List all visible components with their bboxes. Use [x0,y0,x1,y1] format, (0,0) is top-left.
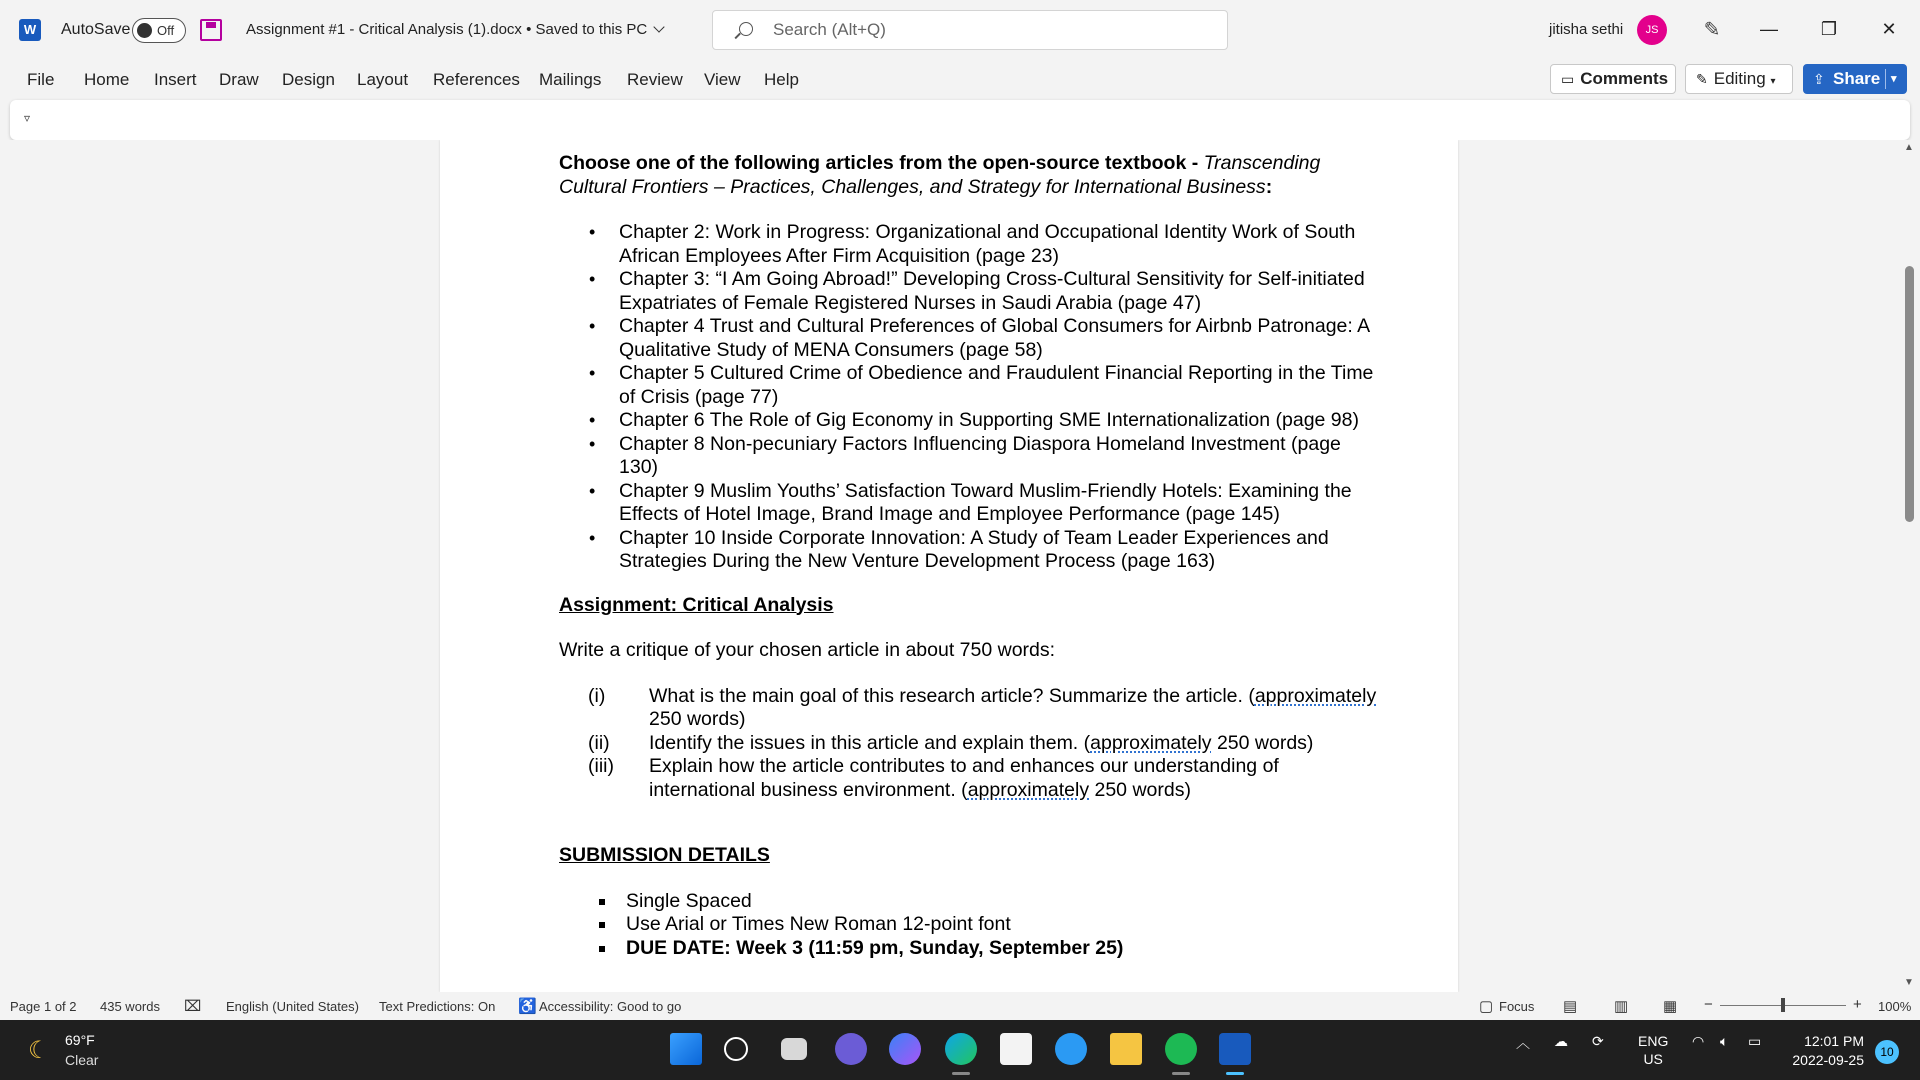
list-item: DUE DATE: Week 3 (11:59 pm, Sunday, September 25) [626,937,1379,961]
scroll-thumb[interactable] [1905,266,1914,522]
accessibility-status[interactable]: Accessibility: Good to go [539,999,682,1014]
status-bar [0,992,1920,1020]
editing-mode-button[interactable] [1685,64,1793,94]
comments-label: Comments [1580,69,1669,88]
spotify-running-indicator [1172,1072,1190,1075]
textbook-title: Transcending Cultural Frontiers – Practices, Challenges, and Strategy for International Business [559,152,1321,198]
tab-design[interactable]: Design [282,70,335,89]
scroll-down-icon[interactable]: ▼ [1904,977,1914,988]
question-number: (ii) [588,731,610,754]
save-icon[interactable] [200,19,222,41]
word-app-icon[interactable]: W [19,19,41,41]
chevron-down-icon[interactable]: ▾ [1891,73,1897,85]
edge-running-indicator [952,1072,970,1075]
word-active-indicator [1226,1072,1244,1075]
language-status[interactable]: English (United States) [226,999,359,1014]
document-canvas [0,140,1920,992]
share-button[interactable] [1803,64,1907,94]
zoom-out-icon[interactable]: − [1704,996,1713,1013]
zoom-in-icon[interactable]: + [1853,996,1862,1013]
weather-condition[interactable]: Clear [65,1052,99,1068]
toggle-knob [137,23,152,38]
lang-code: ENG [1638,1033,1669,1049]
moon-icon[interactable]: ☾ [28,1037,50,1064]
print-layout-icon[interactable]: ▥ [1614,998,1629,1015]
clock[interactable] [1788,1032,1864,1070]
weather-temp[interactable]: 69°F [65,1032,95,1048]
tab-insert[interactable]: Insert [154,70,197,89]
list-item: • Chapter 4 Trust and Cultural Preferences of Global Consumers for Airbnb Patronage: A Qualitative Study of MENA Consumers (page 58) [619,315,1379,362]
question-text-end: 250 words) [1089,778,1191,801]
taskbar [0,1020,1920,1080]
start-icon[interactable] [670,1033,702,1065]
question-item [559,755,1379,802]
question-text-end: 250 words) [1211,731,1314,754]
list-item: Single Spaced [626,890,1379,914]
edge-icon[interactable] [945,1033,977,1065]
question-text-end: 250 words) [649,708,746,730]
tab-help[interactable]: Help [764,70,799,89]
collapsed-ribbon [10,100,1910,140]
chapter-list [619,221,1379,574]
page-count[interactable]: Page 1 of 2 [10,999,77,1014]
comment-icon: ▭ [1561,71,1575,87]
intro-colon: : [1265,175,1273,198]
search-icon [739,22,753,36]
tab-file[interactable]: File [27,70,55,89]
spotify-icon[interactable] [1165,1033,1197,1065]
proofing-flag[interactable]: approximately [1254,684,1377,707]
word-taskbar-icon[interactable] [1219,1033,1251,1065]
question-item [559,685,1379,732]
onedrive-icon[interactable]: ☁ [1554,1033,1568,1049]
teams-chat-icon[interactable] [835,1033,867,1065]
list-item: • Chapter 2: Work in Progress: Organizational and Occupational Identity Work of South African Employees After Firm Acquisition (page 23) [619,221,1379,268]
intro-bold: Choose one of the following articles from the open-source textbook - [559,152,1204,174]
tab-home[interactable]: Home [84,70,130,89]
notification-badge[interactable]: 10 [1875,1040,1899,1064]
list-item: Use Arial or Times New Roman 12-point font [626,913,1379,937]
expand-ribbon-icon[interactable]: ▿ [24,111,31,125]
vertical-scrollbar[interactable] [1900,140,1920,992]
question-list [559,685,1379,803]
list-item: • Chapter 6 The Role of Gig Economy in Supporting SME Internationalization (page 98) [619,409,1379,433]
user-name[interactable]: jitisha sethi [1549,21,1624,38]
autosave-toggle[interactable] [132,18,186,43]
list-item: • Chapter 9 Muslim Youths’ Satisfaction Toward Muslim-Friendly Hotels: Examining the Effects of Hotel Image, Brand Image and Employee Performance (page 145) [619,480,1379,527]
web-layout-icon[interactable]: ▦ [1663,998,1678,1015]
question-number: (iii) [588,755,614,777]
clock-date: 2022-09-25 [1792,1052,1864,1068]
tab-review[interactable]: Review [627,70,683,89]
question-number: (i) [588,684,606,707]
question-item [559,732,1379,756]
file-explorer-icon[interactable] [1110,1033,1142,1065]
document-page[interactable] [440,140,1458,992]
comments-button[interactable] [1550,64,1676,94]
language-indicator[interactable] [1638,1032,1668,1068]
autosave-label: AutoSave [61,21,131,38]
close-button[interactable]: ✕ [1881,19,1897,39]
focus-icon: ▢ [1479,998,1494,1015]
word-count[interactable]: 435 words [100,999,160,1014]
editing-label: Editing [1713,69,1766,88]
focus-button[interactable]: Focus [1499,999,1535,1014]
document-title[interactable] [246,21,663,38]
proofing-flag[interactable]: approximately [967,778,1090,801]
chevron-down-icon [654,21,665,32]
question-text: What is the main goal of this research article? Summarize the article. ( [649,684,1255,707]
question-text: Identify the issues in this article and explain them. ( [649,731,1091,754]
minimize-button[interactable]: — [1760,19,1778,39]
list-item: • Chapter 8 Non-pecuniary Factors Influencing Diaspora Homeland Investment (page 130) [619,433,1379,480]
task-view-icon[interactable] [781,1038,807,1060]
zoom-level[interactable]: 100% [1878,999,1912,1014]
list-item: • Chapter 3: “I Am Going Abroad!” Developing Cross-Cultural Sensitivity for Self-initiated Expatriates of Female Registered Nurses in Saudi Arabia (page 47) [619,268,1379,315]
autosave-state: Off [157,23,175,38]
proofing-flag[interactable]: approximately [1090,731,1212,754]
search-icon[interactable] [724,1037,748,1061]
designer-pen-icon[interactable]: ✎ [1703,19,1721,41]
messenger-icon[interactable] [889,1033,921,1065]
scroll-up-icon[interactable]: ▲ [1904,142,1914,153]
restore-button[interactable]: ❐ [1820,19,1838,39]
share-label: Share [1833,69,1881,88]
document-title-text: Assignment #1 - Critical Analysis (1).docx • Saved to this PC [246,21,648,38]
assignment-heading: Assignment: Critical Analysis [559,593,834,616]
pencil-icon: ✎ [1696,71,1708,87]
tab-view[interactable]: View [704,70,741,89]
intro-paragraph [559,152,1379,199]
text-predictions-status[interactable]: Text Predictions: On [379,999,496,1014]
battery-icon[interactable]: ▭ [1748,1033,1762,1049]
tab-references[interactable]: References [433,70,520,89]
search-input[interactable] [712,10,1228,50]
help-icon[interactable] [1055,1033,1087,1065]
proofing-icon[interactable]: ⌧ [184,998,202,1015]
accessibility-icon: ♿ [518,998,537,1015]
question-text: Explain how the article contributes to and enhances our understanding of international business environment. ( [649,755,1279,801]
list-item: • Chapter 5 Cultured Crime of Obedience and Fraudulent Financial Reporting in the Time of Crisis (page 77) [619,362,1379,409]
share-divider [1885,69,1886,89]
avatar[interactable]: JS [1637,15,1667,45]
tab-layout[interactable]: Layout [357,70,409,89]
clock-time: 12:01 PM [1804,1033,1864,1049]
zoom-slider-thumb[interactable] [1781,998,1785,1012]
chevron-down-icon: ▾ [1770,76,1776,87]
submission-list [626,890,1379,961]
write-prompt: Write a critique of your chosen article in about 750 words: [559,639,1056,661]
list-item: • Chapter 10 Inside Corporate Innovation: A Study of Team Leader Experiences and Strategies During the New Venture Development Process (page 163) [619,527,1379,574]
submission-heading: SUBMISSION DETAILS [559,844,770,866]
lang-region: US [1643,1051,1663,1067]
volume-icon[interactable]: 🔈︎ [1720,1033,1729,1049]
store-icon[interactable] [1000,1033,1032,1065]
search-placeholder: Search (Alt+Q) [773,20,886,39]
chevron-up-icon[interactable]: ︿ [1516,1035,1530,1051]
read-mode-icon[interactable]: ▤ [1563,998,1578,1015]
share-icon: ⇪ [1813,71,1825,87]
tab-draw[interactable]: Draw [219,70,259,89]
wifi-icon[interactable]: ◠ [1692,1033,1705,1049]
sync-icon[interactable]: ⟳ [1592,1033,1604,1049]
tab-mailings[interactable]: Mailings [539,70,602,89]
document-content[interactable] [559,152,1379,960]
title-bar [0,0,1920,58]
